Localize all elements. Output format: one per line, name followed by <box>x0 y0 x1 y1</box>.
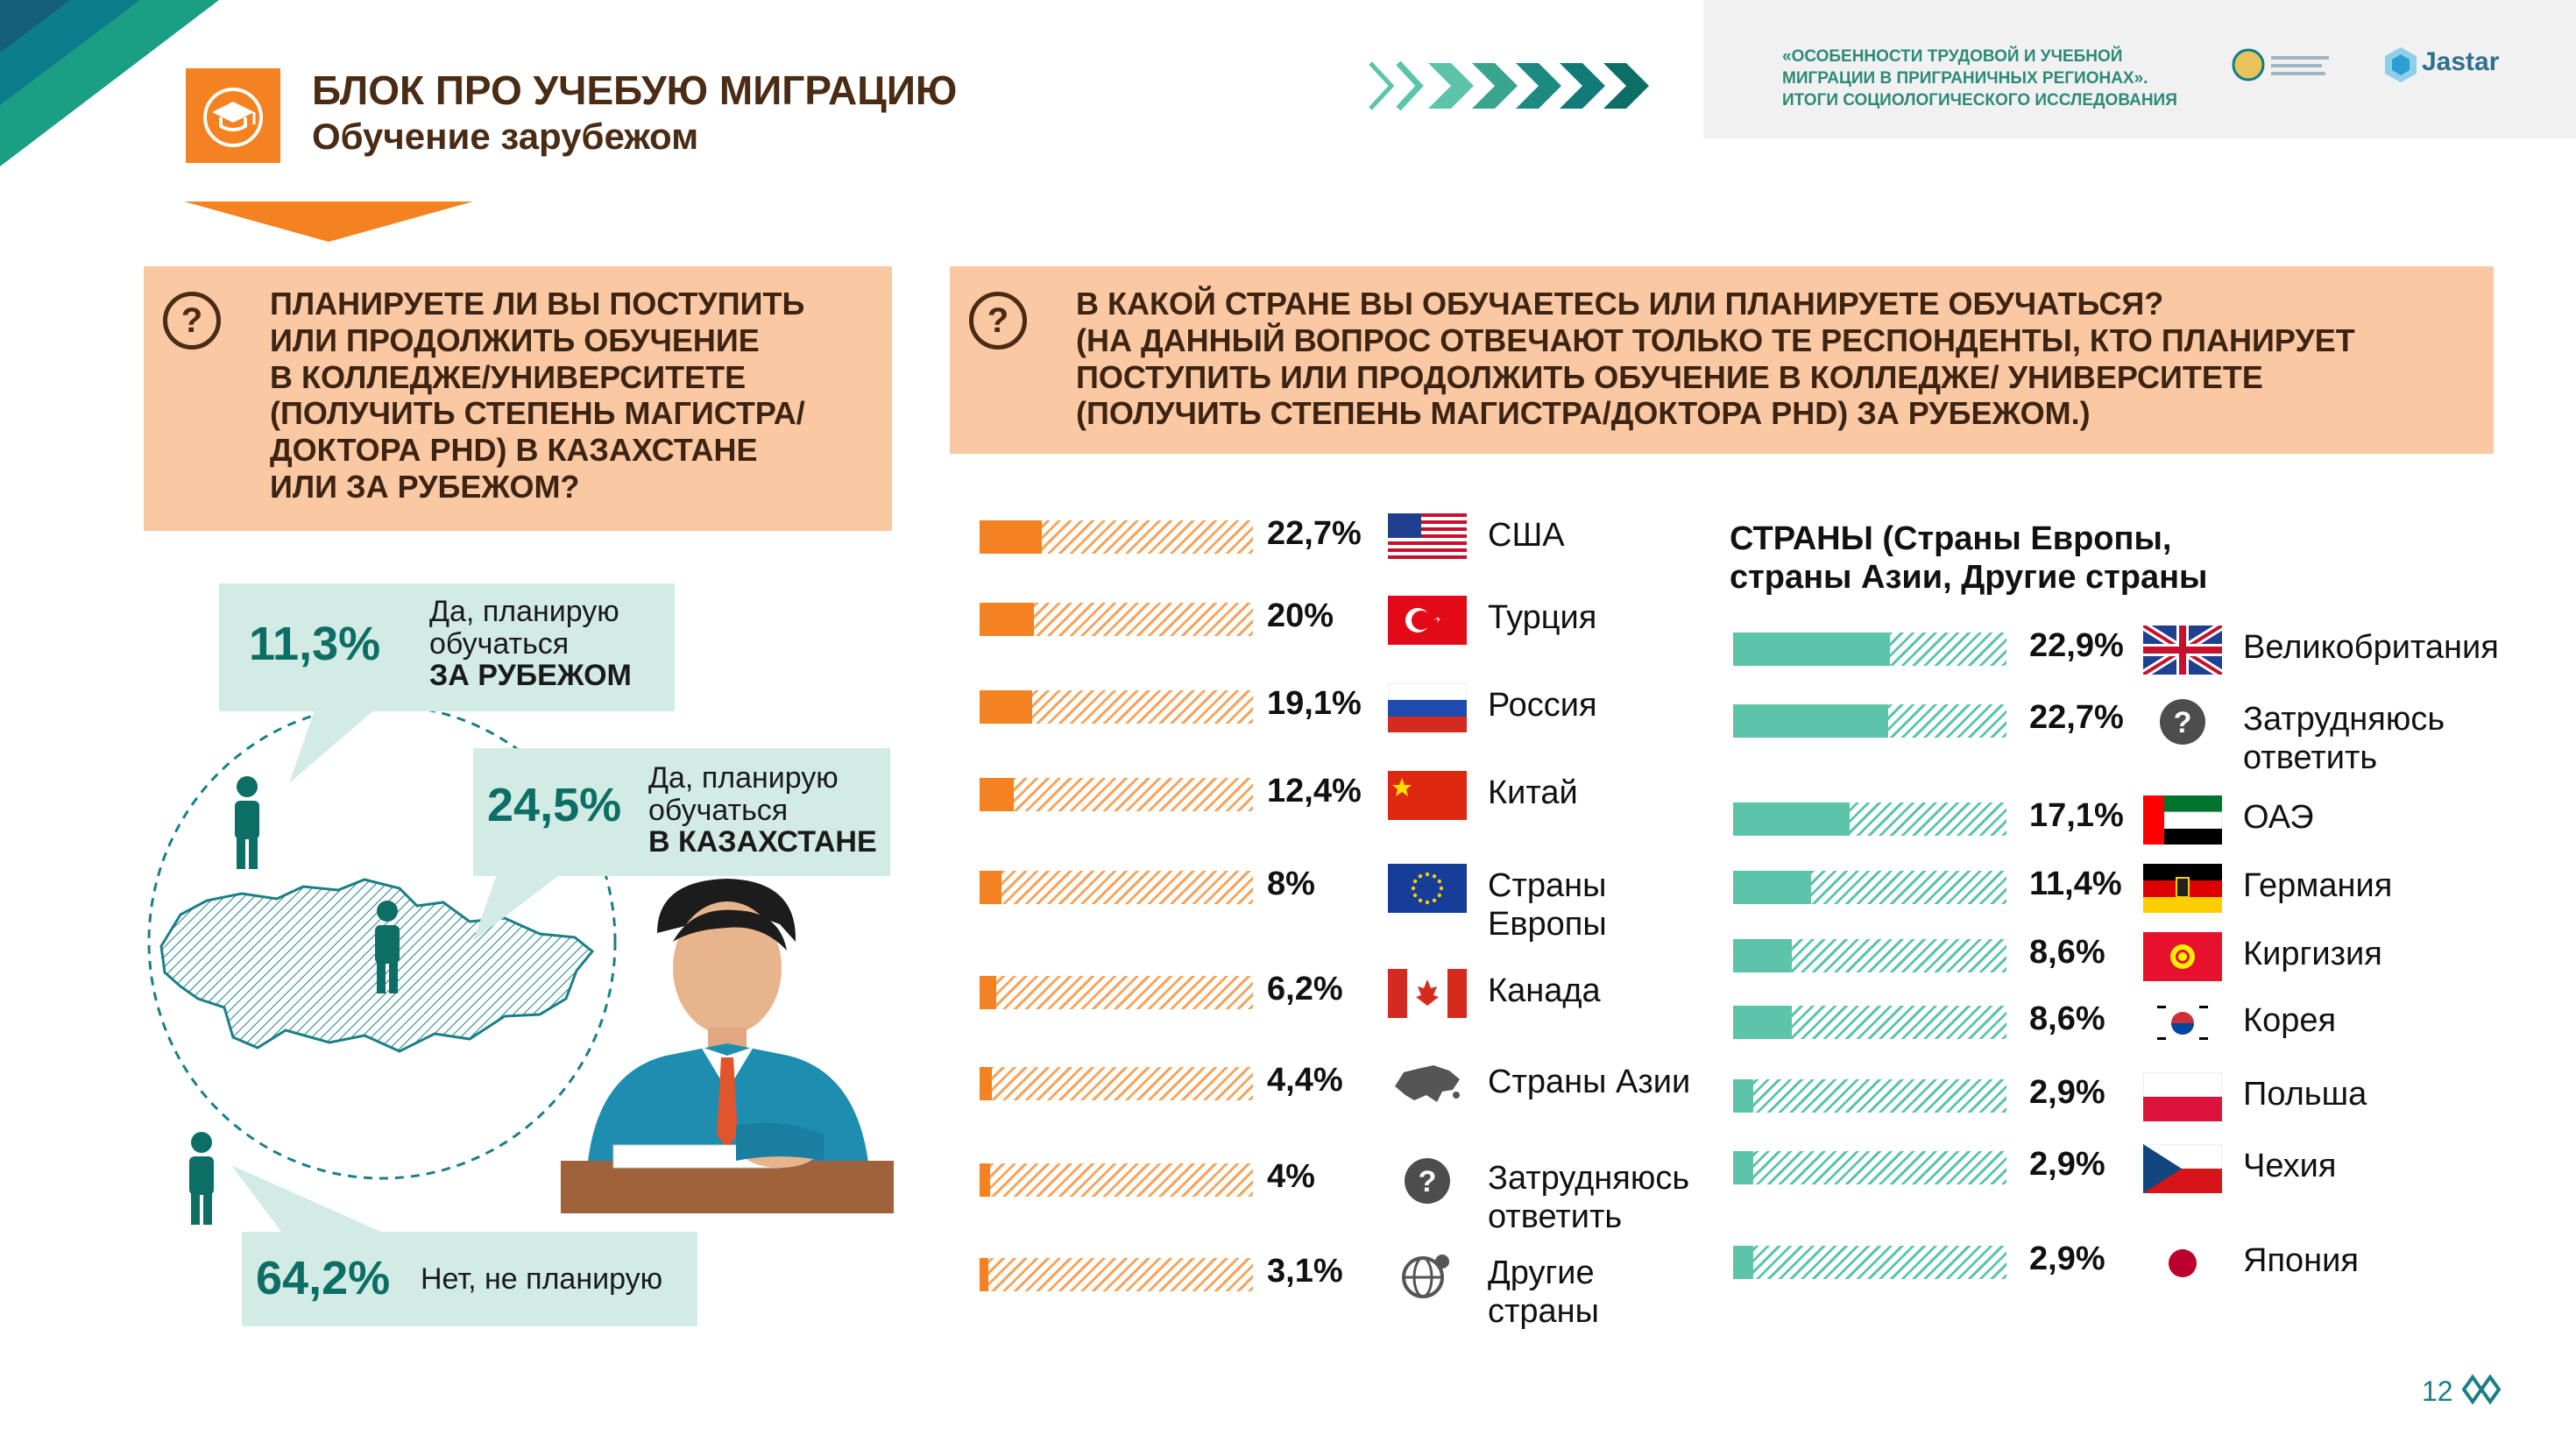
orange-pointer-decoration <box>184 201 482 246</box>
project-title-line1: «ОСОБЕННОСТИ ТРУДОВОЙ И УЧЕБНОЙ <box>1782 47 2123 66</box>
left-chart-category-line: Затрудняюсь <box>1488 1160 1690 1197</box>
right-chart-value-label: 8,6% <box>2029 934 2105 971</box>
right-chart-bar-track <box>1733 704 2006 738</box>
left-chart-category-label <box>1488 1255 1599 1331</box>
callout-kazakhstan-line1: Да, планирую <box>648 761 839 795</box>
left-chart-bar <box>980 603 1034 636</box>
right-chart-bar <box>1733 1246 1753 1279</box>
left-chart-category-line: США <box>1488 517 1565 554</box>
left-chart-bar-track <box>980 976 1253 1009</box>
right-chart-value-label: 22,9% <box>2029 627 2124 664</box>
question-icon <box>1388 1156 1467 1205</box>
left-chart-bar-track <box>980 778 1253 811</box>
right-chart-bar-track <box>1733 1006 2006 1039</box>
china-flag-icon <box>1388 771 1467 820</box>
right-chart-category-label <box>2243 629 2499 668</box>
page-title: БЛОК ПРО УЧЕБУЮ МИГРАЦИЮ <box>312 67 958 113</box>
right-chart-category-line: Киргизия <box>2243 936 2382 972</box>
left-chart-category-label <box>1488 1064 1690 1102</box>
question1-line: (ПОЛУЧИТЬ СТЕПЕНЬ МАГИСТРА/ <box>270 395 805 432</box>
right-chart-category-label <box>2243 701 2445 777</box>
left-chart-category-line: Страны Азии <box>1488 1064 1691 1100</box>
question2-line: В КАКОЙ СТРАНЕ ВЫ ОБУЧАЕТЕСЬ ИЛИ ПЛАНИРУЕТЕ ОБУЧАТЬСЯ? <box>1076 286 2164 322</box>
callout-kz-tail <box>473 867 596 951</box>
uae-flag-icon <box>2143 795 2222 845</box>
right-chart-bar-track <box>1733 802 2006 836</box>
left-chart-category-line: Европы <box>1488 905 1607 943</box>
asia-map-icon <box>1388 1060 1467 1109</box>
eu-flag-icon <box>1388 864 1467 913</box>
left-chart-value-label: 12,4% <box>1267 773 1362 809</box>
right-chart-bar <box>1733 802 1850 836</box>
question2-line: ПОСТУПИТЬ ИЛИ ПРОДОЛЖИТЬ ОБУЧЕНИЕ В КОЛЛЕДЖЕ/ УНИВЕРСИТЕТЕ <box>1076 358 2263 395</box>
question1-line: ИЛИ ПРОДОЛЖИТЬ ОБУЧЕНИЕ <box>270 322 760 358</box>
left-chart-category-line: Китай <box>1488 774 1578 811</box>
callout-no-plan-text: Нет, не планирую <box>421 1262 663 1296</box>
right-chart-category-label <box>2243 799 2314 838</box>
left-chart-category-line: Другие <box>1488 1255 1595 1291</box>
question1-line: ПЛАНИРУЕТЕ ЛИ ВЫ ПОСТУПИТЬ <box>270 286 805 322</box>
chevrons-decoration <box>1367 58 1682 118</box>
right-chart-category-line: Германия <box>2243 867 2393 904</box>
jastar-logo <box>2383 46 2418 88</box>
right-chart-bar <box>1733 633 1890 666</box>
right-chart-value-label: 2,9% <box>2029 1074 2105 1111</box>
right-chart-value-label: 11,4% <box>2029 866 2122 902</box>
germany-flag-icon <box>2143 864 2222 913</box>
right-chart-category-label <box>2243 1242 2359 1281</box>
question2-line: (НА ДАННЫЙ ВОПРОС ОТВЕЧАЮТ ТОЛЬКО ТЕ РЕСПОНДЕНТЫ, КТО ПЛАНИРУЕТ <box>1076 322 2355 358</box>
right-chart-bar-track <box>1733 871 2006 904</box>
svg-text:?: ? <box>1418 1165 1437 1198</box>
left-chart-bar <box>980 976 996 1009</box>
left-chart-value-label: 4% <box>1267 1158 1315 1195</box>
right-chart-category-line: Чехия <box>2243 1148 2337 1184</box>
right-chart-title <box>1730 520 2208 597</box>
right-chart-bar <box>1733 1079 1753 1113</box>
callout-abroad-pct: 11,3% <box>249 618 381 670</box>
left-chart-bar-track <box>980 1163 1253 1197</box>
callout-abroad-tail <box>280 708 386 791</box>
left-chart-value-label: 4,4% <box>1267 1062 1343 1099</box>
left-chart-category-label <box>1488 774 1578 813</box>
left-chart-category-label <box>1488 517 1565 555</box>
canada-flag-icon <box>1388 969 1467 1018</box>
right-chart-value-label: 8,6% <box>2029 1000 2105 1037</box>
left-chart-category-label <box>1488 1160 1689 1236</box>
left-chart-category-label <box>1488 867 1607 944</box>
graduation-cap-icon <box>186 68 280 163</box>
right-chart-category-label <box>2243 1148 2336 1186</box>
callout-abroad-line1: Да, планирую <box>429 595 619 628</box>
right-chart-bar-track <box>1733 939 2006 972</box>
korea-flag-icon <box>2143 999 2222 1048</box>
question2-icon: ? <box>969 292 1027 350</box>
globe-pin-icon <box>1388 1251 1467 1300</box>
right-chart-category-line: Великобритания <box>2243 629 2499 666</box>
right-chart-category-line: Япония <box>2243 1242 2359 1279</box>
poland-flag-icon <box>2143 1072 2222 1121</box>
left-chart-category-label <box>1488 599 1596 638</box>
question1-line: ДОКТОРА PHD) В КАЗАХСТАНЕ <box>270 432 758 468</box>
left-chart-bar-track <box>980 871 1253 904</box>
right-chart-bar <box>1733 1151 1753 1184</box>
left-chart-category-line: Канада <box>1488 972 1601 1009</box>
page-number: 12 <box>2422 1375 2453 1407</box>
callout-kazakhstan-pct: 24,5% <box>487 779 622 831</box>
left-chart-category-label <box>1488 687 1597 725</box>
uk-flag-icon <box>2143 626 2222 675</box>
ministry-emblem-icon <box>2231 46 2336 88</box>
question1-line: ИЛИ ЗА РУБЕЖОМ? <box>270 468 580 505</box>
callout-kazakhstan-line3: В КАЗАХСТАНЕ <box>648 825 877 859</box>
left-chart-category-line: Страны <box>1488 867 1607 904</box>
left-chart-category-line: Турция <box>1488 599 1597 636</box>
left-chart-bar-track <box>980 603 1253 636</box>
right-chart-bar <box>1733 1006 1792 1039</box>
callout-no-tail <box>231 1165 407 1240</box>
project-title-line2: МИГРАЦИИ В ПРИГРАНИЧНЫХ РЕГИОНАХ». <box>1782 69 2148 88</box>
person-kazakhstan-icon <box>366 899 408 1000</box>
project-title-line3: ИТОГИ СОЦИОЛОГИЧЕСКОГО ИССЛЕДОВАНИЯ <box>1782 91 2177 110</box>
left-chart-bar-track <box>980 1258 1253 1291</box>
left-chart-value-label: 8% <box>1267 866 1315 902</box>
right-chart-bar <box>1733 704 1888 738</box>
student-illustration <box>561 872 894 1218</box>
question2-text <box>1076 286 2355 432</box>
right-chart-category-label <box>2243 936 2382 974</box>
japan-flag-icon <box>2143 1239 2222 1288</box>
left-chart-bar <box>980 1067 992 1100</box>
left-chart-value-label: 20% <box>1267 597 1334 634</box>
right-chart-category-line: ОАЭ <box>2243 799 2314 836</box>
page-subtitle: Обучение зарубежом <box>312 116 699 157</box>
svg-text:?: ? <box>2173 706 2192 739</box>
right-chart-value-label: 2,9% <box>2029 1146 2105 1183</box>
callout-no-plan-pct: 64,2% <box>256 1252 391 1304</box>
left-chart-value-label: 6,2% <box>1267 971 1343 1007</box>
left-chart-bar <box>980 1163 990 1197</box>
right-chart-bar <box>1733 939 1792 972</box>
right-chart-category-line: ответить <box>2243 739 2378 776</box>
question1-text <box>270 286 805 505</box>
left-chart-bar <box>980 690 1032 724</box>
right-chart-category-label <box>2243 867 2392 906</box>
callout-abroad-line2: обучаться <box>429 626 570 661</box>
left-chart-category-line: Россия <box>1488 687 1597 724</box>
right-chart-bar-track <box>1733 1246 2006 1279</box>
left-chart-bar-track <box>980 1067 1253 1100</box>
right-chart-value-label: 17,1% <box>2029 797 2124 834</box>
right-chart-value-label: 22,7% <box>2029 699 2124 736</box>
left-chart-bar <box>980 778 1014 811</box>
callout-kazakhstan-line2: обучаться <box>648 793 789 827</box>
left-chart-value-label: 22,7% <box>1267 515 1362 552</box>
question1-line: В КОЛЛЕДЖЕ/УНИВЕРСИТЕТЕ <box>270 358 747 395</box>
right-chart-bar-track <box>1733 1151 2006 1184</box>
right-chart-category-line: Корея <box>2243 1002 2337 1039</box>
left-chart-value-label: 3,1% <box>1267 1253 1343 1290</box>
right-chart-bar-track <box>1733 633 2006 666</box>
question2-line: (ПОЛУЧИТЬ СТЕПЕНЬ МАГИСТРА/ДОКТОРА PHD) ЗА РУБЕЖОМ.) <box>1076 395 2091 432</box>
question1-icon: ? <box>163 292 221 350</box>
right-chart-bar <box>1733 871 1811 904</box>
right-chart-title-line2: страны Азии, Другие страны <box>1730 558 2208 596</box>
kyrgyzstan-flag-icon <box>2143 932 2222 981</box>
usa-flag-icon <box>1388 513 1467 562</box>
left-chart-bar <box>980 1258 988 1291</box>
left-chart-bar <box>980 520 1042 554</box>
right-chart-category-line: Польша <box>2243 1076 2367 1113</box>
left-chart-bar <box>980 871 1001 904</box>
right-chart-bar-track <box>1733 1079 2006 1113</box>
right-chart-category-label <box>2243 1002 2336 1041</box>
callout-abroad-text <box>429 596 632 692</box>
ornament-icon <box>2460 1372 2502 1411</box>
question-icon <box>2143 697 2222 746</box>
turkey-flag-icon <box>1388 596 1467 645</box>
callout-kazakhstan-text <box>648 762 877 859</box>
left-chart-category-label <box>1488 972 1601 1011</box>
person-abroad-icon <box>226 774 268 875</box>
right-chart-category-label <box>2243 1076 2367 1114</box>
left-chart-category-line: страны <box>1488 1292 1599 1330</box>
left-chart-category-line: ответить <box>1488 1198 1623 1235</box>
right-chart-category-line: Затрудняюсь <box>2243 701 2445 738</box>
czech-flag-icon <box>2143 1144 2222 1193</box>
jastar-logo-text: Jastar <box>2422 47 2500 76</box>
right-chart-value-label: 2,9% <box>2029 1240 2105 1277</box>
left-chart-bar-track <box>980 520 1253 554</box>
right-chart-title-line1: СТРАНЫ (Страны Европы, <box>1730 520 2172 557</box>
person-no-plan-icon <box>180 1130 223 1231</box>
left-chart-value-label: 19,1% <box>1267 685 1362 722</box>
left-chart-bar-track <box>980 690 1253 724</box>
callout-abroad-line3: ЗА РУБЕЖОМ <box>429 659 632 693</box>
russia-flag-icon <box>1388 683 1467 732</box>
